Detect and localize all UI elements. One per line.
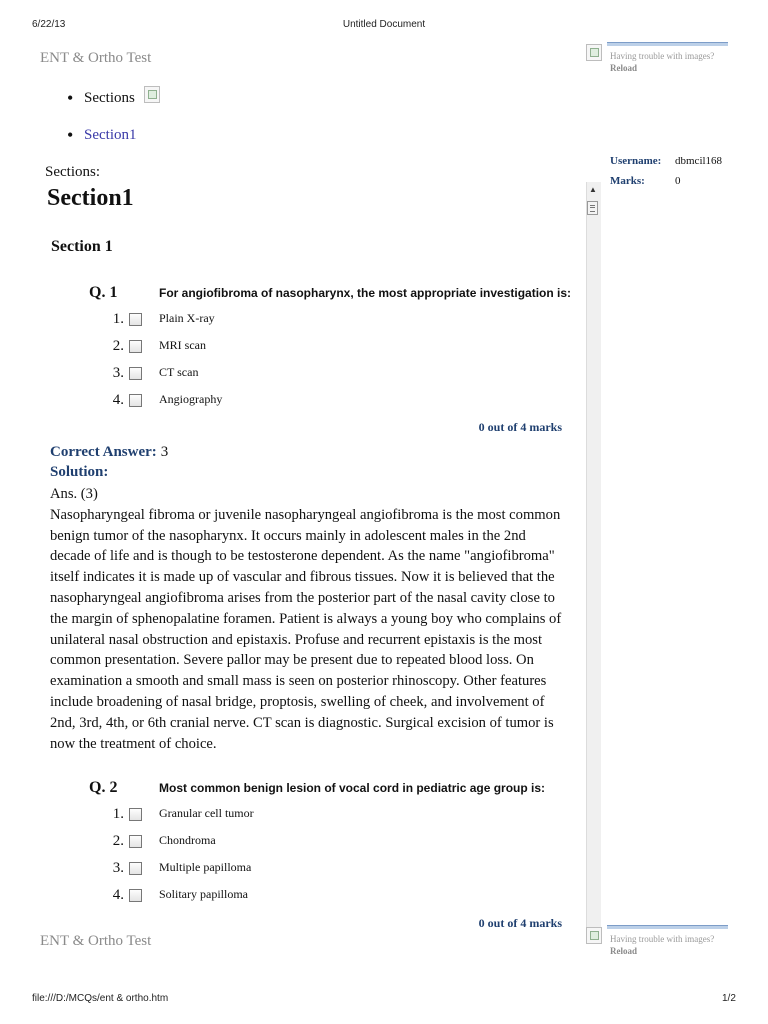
option-checkbox[interactable] — [129, 889, 142, 902]
option-number: 3. — [112, 365, 124, 381]
test-title-bottom: ENT & Ortho Test — [40, 933, 152, 949]
option-number: 4. — [112, 392, 124, 408]
correct-answer-value: 3 — [160, 444, 169, 460]
nav-sections — [84, 90, 135, 107]
option-checkbox[interactable] — [129, 862, 142, 875]
solution-text — [50, 484, 580, 754]
print-page-number: 1/2 — [722, 993, 736, 1004]
solution-line: nasopharyngeal angiofibroma arises from the posterior part of the nasal cavity close to — [50, 589, 555, 606]
solution-line: itself indicates it is made up of vascular and fibrous tissues. Now it is believed that the — [50, 569, 555, 586]
nav-section1-label[interactable]: Section1 — [84, 127, 137, 143]
reload-link-top[interactable]: Reload — [610, 63, 637, 73]
option-number: 2. — [112, 338, 124, 354]
option-number: 4. — [112, 887, 124, 903]
test-title-top: ENT & Ortho Test — [40, 50, 152, 66]
question-2-number: Q. 2 — [89, 779, 118, 796]
option-number: 1. — [112, 806, 124, 822]
image-trouble-text: Having trouble with images? — [610, 51, 715, 61]
solution-line: include broadening of nasal bridge, proptosis, swelling of cheek, and involvement of — [50, 693, 545, 710]
marks-label: Marks: — [610, 175, 645, 187]
option-number: 1. — [112, 311, 124, 327]
option-number: 3. — [112, 860, 124, 876]
option-checkbox[interactable] — [129, 340, 142, 353]
solution-line: now the treatment of choice. — [50, 735, 217, 752]
broken-image-icon — [586, 44, 602, 61]
scroll-up-arrow-icon[interactable]: ▲ — [589, 185, 597, 194]
option-checkbox[interactable] — [129, 808, 142, 821]
image-trouble-notice-bottom — [610, 933, 740, 957]
solution-line: Nasopharyngeal fibroma or juvenile nasopharyngeal angiofibroma is the most common — [50, 506, 561, 523]
solution-line: unilateral nasal obstruction and epistaxis. Profuse and recurrent epistaxis is the most — [50, 631, 543, 648]
image-trouble-notice-top — [610, 50, 740, 74]
reload-link-bottom[interactable]: Reload — [610, 946, 637, 956]
option-checkbox[interactable] — [129, 835, 142, 848]
option-text: MRI scan — [159, 338, 206, 352]
image-trouble-text: Having trouble with images? — [610, 934, 715, 944]
marks-value: 0 — [675, 175, 681, 187]
solution-line: the margin of sphenopalatine foramen. Patient is always a young boy who complains of — [50, 610, 562, 627]
broken-image-icon — [144, 86, 160, 103]
question-2-text: Most common benign lesion of vocal cord in pediatric age group is: — [159, 781, 546, 795]
correct-answer — [50, 443, 168, 461]
option-text: Multiple papilloma — [159, 860, 252, 874]
solution-line: decade of life and is though to be testosterone dependent. As the name "angiofibroma" — [50, 548, 555, 565]
sidebar-top-bar — [607, 42, 728, 46]
section-heading: Section1 — [47, 185, 134, 211]
option-checkbox[interactable] — [129, 367, 142, 380]
solution-line: examination a smooth and small mass is seen on posterior rhinoscopy. Other features — [50, 673, 547, 690]
solution-line: common presentation. Severe pallor may be present due to repeated blood loss. On — [50, 652, 534, 669]
option-checkbox[interactable] — [129, 394, 142, 407]
scroll-thumb[interactable] — [587, 201, 598, 215]
option-text: Angiography — [159, 392, 223, 406]
option-text: Granular cell tumor — [159, 806, 254, 820]
broken-image-icon — [586, 927, 602, 944]
solution-label: Solution: — [50, 464, 109, 480]
print-date: 6/22/13 — [32, 19, 66, 30]
username-label: Username: — [610, 155, 662, 167]
sections-caption: Sections: — [45, 164, 100, 180]
solution-line: 2nd, 3rd, 4th, or 6th cranial nerve. CT scan is diagnostic. Surgical excision of tumor is — [50, 714, 554, 731]
option-text: Plain X-ray — [159, 311, 215, 325]
option-text: Chondroma — [159, 833, 216, 847]
username-value: dbmcil168 — [675, 155, 723, 167]
sidebar-bottom-bar — [607, 925, 728, 929]
solution-line: Ans. (3) — [50, 486, 98, 502]
option-number: 2. — [112, 833, 124, 849]
section-subheading: Section 1 — [51, 238, 113, 255]
print-doc-title: Untitled Document — [342, 19, 426, 30]
nav-section1-link[interactable] — [84, 127, 137, 144]
question-1-marks: 0 out of 4 marks — [478, 420, 562, 434]
solution-line: benign tumor of the nasopharynx. It occurs mainly in adolescent males in the 2nd — [50, 527, 526, 544]
content-scrollbar[interactable] — [586, 182, 601, 928]
print-file-path: file:///D:/MCQs/ent & ortho.htm — [32, 993, 169, 1004]
question-1-text: For angiofibroma of nasopharynx, the most appropriate investigation is: — [159, 286, 572, 300]
option-text: Solitary papilloma — [159, 887, 248, 901]
question-1-number: Q. 1 — [89, 284, 118, 301]
option-text: CT scan — [159, 365, 199, 379]
question-2-marks: 0 out of 4 marks — [478, 916, 562, 930]
correct-answer-label: Correct Answer: — [50, 444, 157, 460]
nav-sections-label: Sections — [84, 90, 135, 106]
option-checkbox[interactable] — [129, 313, 142, 326]
